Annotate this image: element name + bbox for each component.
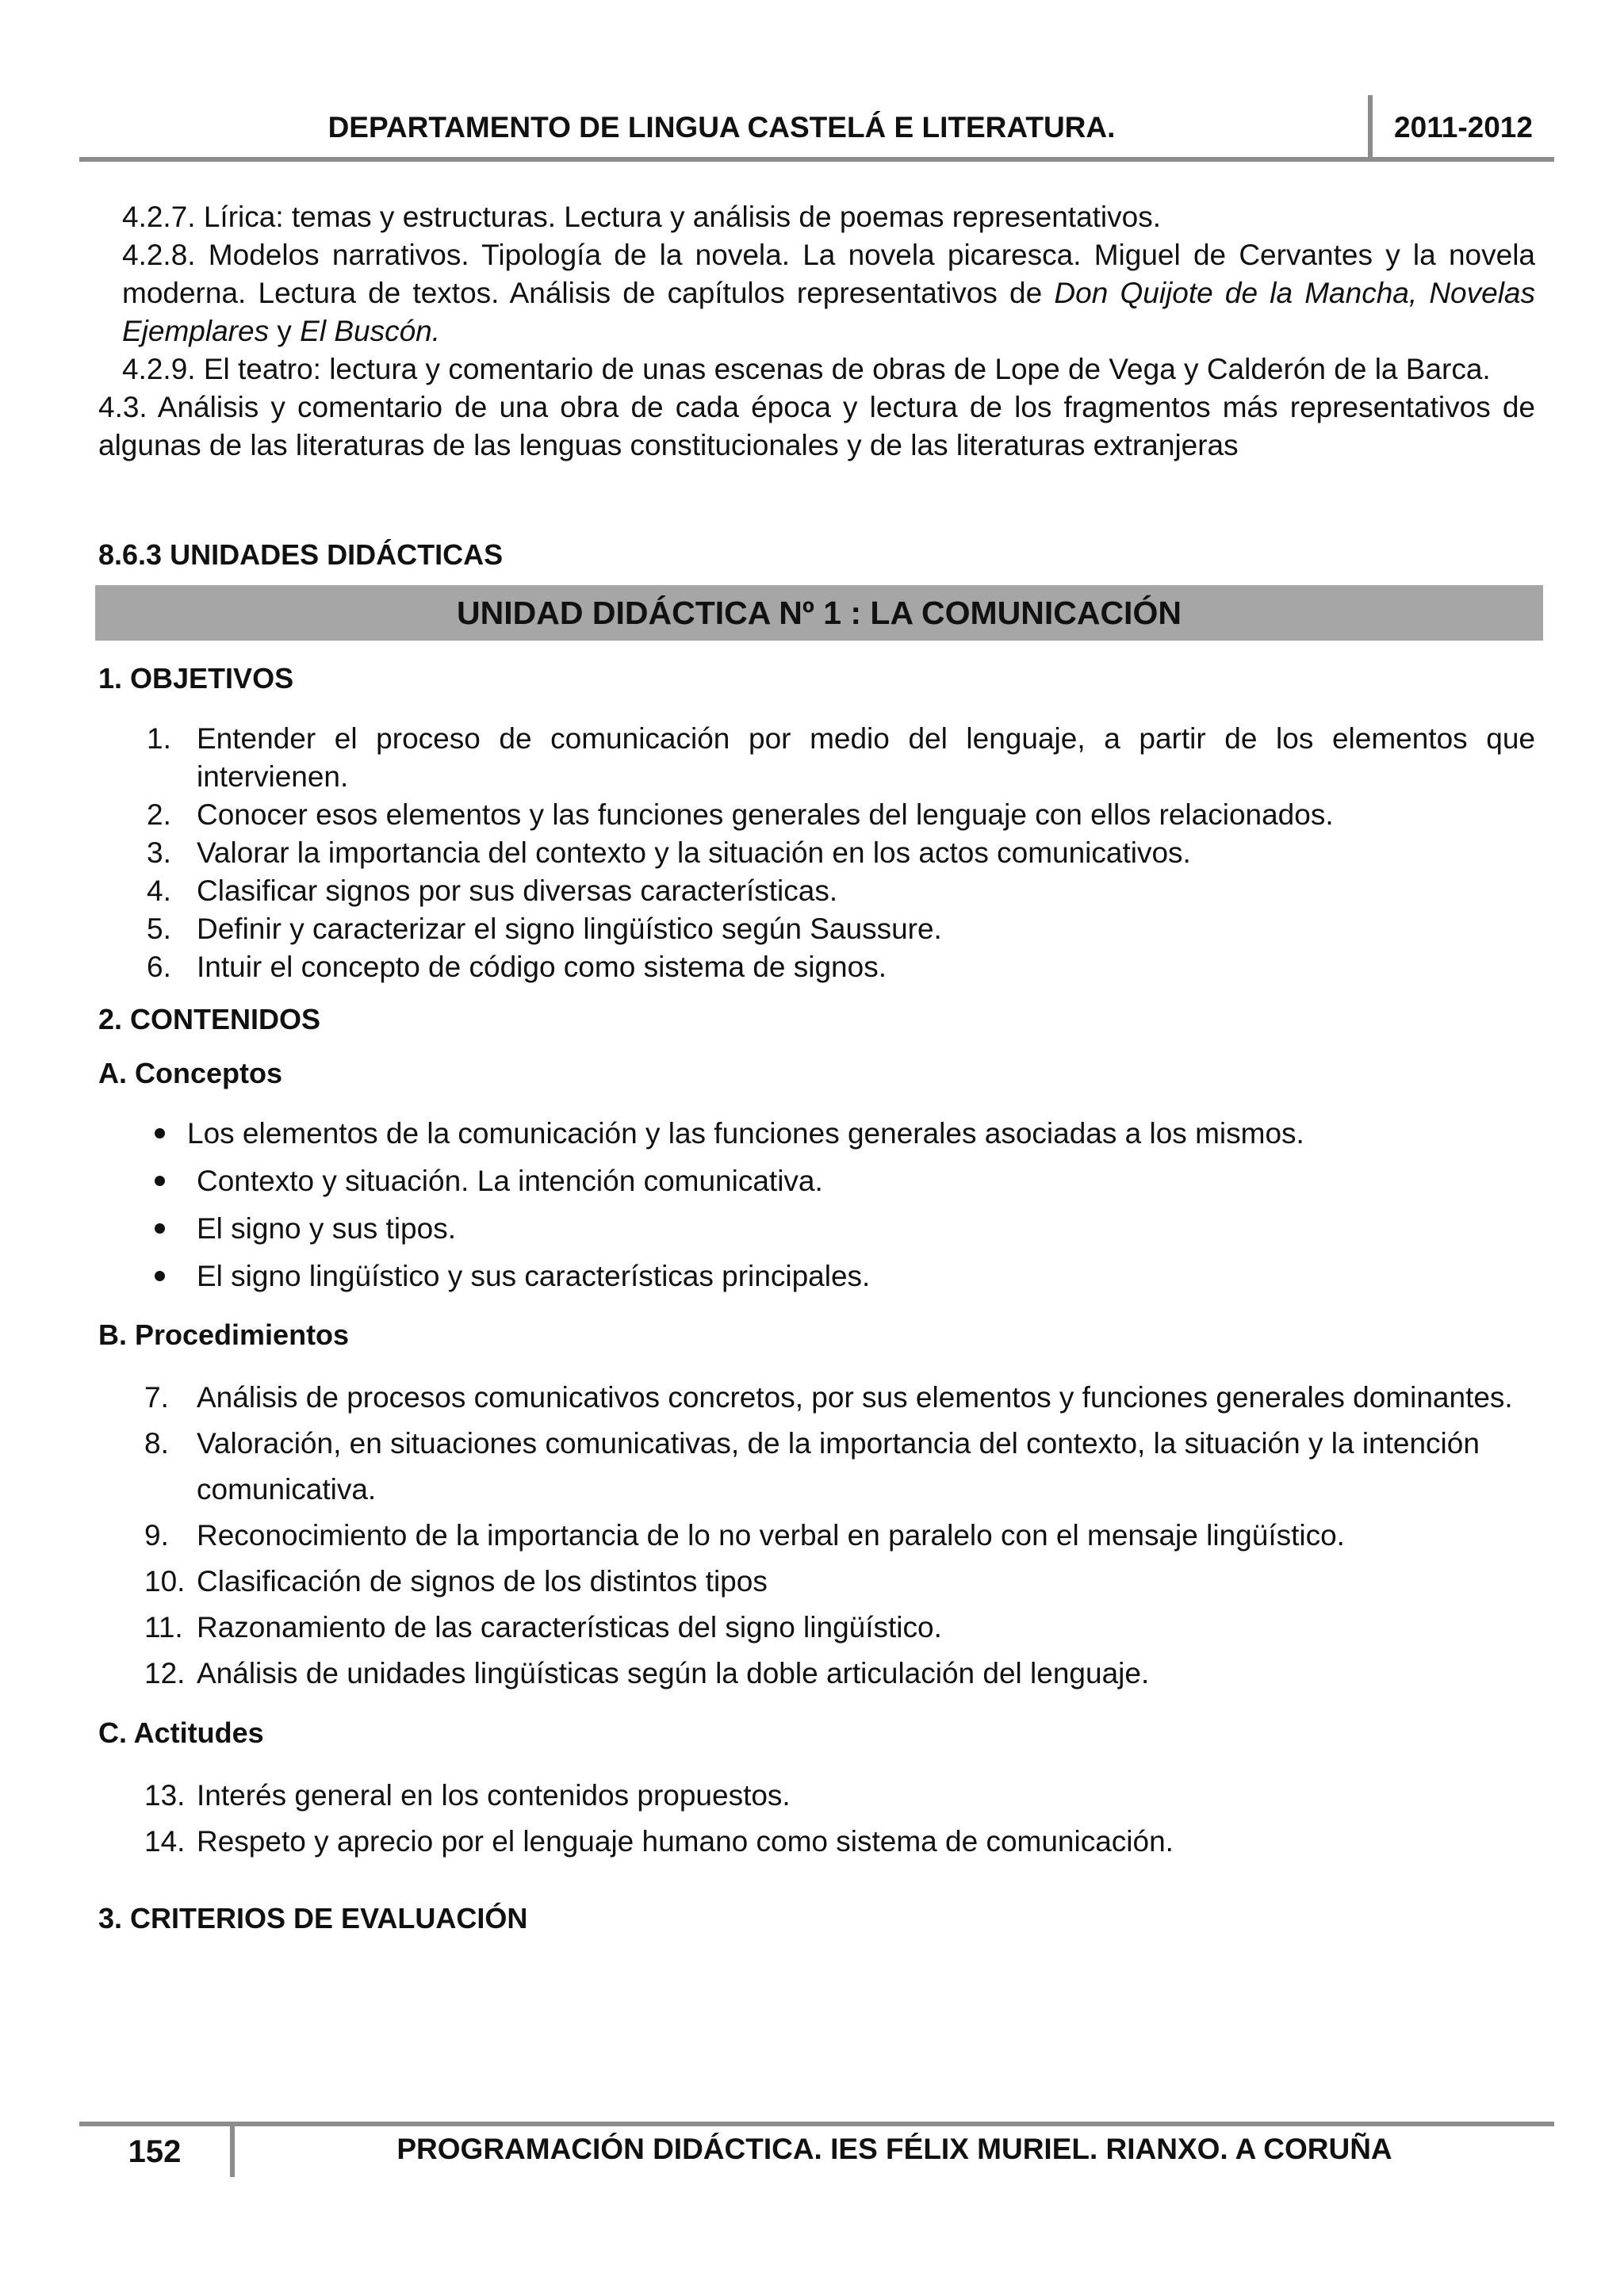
item-4-2-9: 4.2.9. El teatro: lectura y comentario de unas escenas de obras de Lope de Vega y Calderón de la Barca. [122,353,1491,385]
bullet-icon [155,1271,165,1281]
list-item [98,1375,1535,1421]
item-number: 2. [147,798,171,831]
bullet-icon [155,1128,165,1138]
unit-title-bar: UNIDAD DIDÁCTICA Nº 1 : LA COMUNICACIÓN [95,585,1543,641]
item-number: 12. [144,1657,186,1689]
section-title: 8.6.3 UNIDADES DIDÁCTICAS [98,538,504,571]
item-number: 3. [147,836,171,869]
item-number: 7. [144,1381,169,1414]
item-text: Reconocimiento de la importancia de lo no verbal en paralelo con el mensaje lingüístico. [197,1519,1345,1552]
bullet-icon [155,1176,165,1186]
item-text: Razonamiento de las características del signo lingüístico. [197,1611,942,1644]
page-header [79,95,1554,159]
item-text: Clasificación de signos de los distintos tipos [197,1565,768,1598]
item-text: Valorar la importancia del contexto y la situación en los actos comunicativos. [197,836,1191,869]
objetivos-heading: 1. OBJETIVOS [98,662,294,695]
item-number: 9. [144,1519,169,1552]
item-number: 6. [147,951,171,983]
criterios-heading: 3. CRITERIOS DE EVALUACIÓN [98,1902,528,1934]
list-item [98,1158,1535,1205]
item-4-2-7: 4.2.7. Lírica: temas y estructuras. Lectura y análisis de poemas representativos. [122,201,1162,233]
item-number: 4. [147,874,171,907]
bullet-icon [155,1223,165,1234]
conceptos-list [98,1110,1535,1300]
page-body [98,198,1535,1938]
objetivos-list [98,720,1535,986]
list-item [98,1253,1535,1300]
header-title: DEPARTAMENTO DE LINGUA CASTELÁ E LITERATURA. [327,111,1116,144]
item-text: Valoración, en situaciones comunicativas, de la importancia del contexto, la situación y la intención comunicativa. [197,1427,1480,1506]
list-item [98,1421,1535,1513]
list-item [98,834,1535,872]
footer-title: PROGRAMACIÓN DIDÁCTICA. IES FÉLIX MURIEL. RIANXO. A CORUÑA [396,2133,1392,2165]
actitudes-list [98,1773,1535,1865]
item-text: Contexto y situación. La intención comunicativa. [197,1165,823,1197]
list-item [98,1559,1535,1605]
item-number: 8. [144,1427,169,1460]
list-item [98,796,1535,834]
item-4-3: 4.3. Análisis y comentario de una obra de cada época y lectura de los fragmentos más representativos de algunas de las literaturas de las lenguas constitucionales y de las literaturas extranjeras [98,391,1535,461]
list-item [98,948,1535,986]
item-text: Interés general en los contenidos propuestos. [197,1779,791,1812]
list-item [98,1110,1535,1158]
list-item [98,1773,1535,1819]
item-number: 5. [147,913,171,945]
item-text: Conocer esos elementos y las funciones generales del lenguaje con ellos relacionados. [197,798,1334,831]
item-text: Intuir el concepto de código como sistema de signos. [197,951,887,983]
list-item [98,1651,1535,1697]
list-item [98,1819,1535,1865]
procedimientos-heading: B. Procedimientos [98,1318,350,1351]
item-text: Respeto y aprecio por el lenguaje humano como sistema de comunicación. [197,1825,1174,1858]
item-4-2-8-work: El Buscón. [300,315,441,347]
item-number: 1. [147,722,171,755]
item-text: Definir y caracterizar el signo lingüístico según Saussure. [197,913,942,945]
item-text: Los elementos de la comunicación y las funciones generales asociadas a los mismos. [187,1117,1304,1150]
header-year: 2011-2012 [1394,111,1533,144]
page-number: 152 [128,2134,182,2169]
item-4-2-8-works: Don Quijote de la Mancha, Novelas Ejemplares [122,277,1535,347]
list-item [98,910,1535,948]
item-text: Análisis de procesos comunicativos concretos, por sus elementos y funciones generales dominantes. [197,1381,1513,1414]
item-4-2-8-conjunction: y [269,315,301,347]
list-item [98,1205,1535,1253]
conceptos-heading: A. Conceptos [98,1057,283,1089]
header-rule [79,157,1554,162]
item-text: Clasificar signos por sus diversas características. [197,874,838,907]
item-text: Análisis de unidades lingüísticas según la doble articulación del lenguaje. [197,1657,1150,1689]
item-number: 14. [144,1825,186,1858]
item-4-2-8 [98,236,1535,350]
procedimientos-list [98,1375,1535,1697]
item-text: Entender el proceso de comunicación por medio del lenguaje, a partir de los elementos que intervienen. [197,722,1535,793]
list-item [98,720,1535,796]
list-item [98,1513,1535,1559]
item-4-2-8-text: 4.2.8. Modelos narrativos. Tipología de la novela. La novela picaresca. Miguel de Cervantes y la novela moderna. Lectura de textos. Análisis de capítulos representativos de [122,239,1535,309]
contenidos-heading: 2. CONTENIDOS [98,1003,321,1035]
item-number: 11. [144,1611,183,1644]
actitudes-heading: C. Actitudes [98,1716,264,1749]
list-item [98,1605,1535,1651]
item-number: 10. [144,1565,186,1598]
item-text: El signo y sus tipos. [197,1212,456,1245]
list-item [98,872,1535,910]
item-number: 13. [144,1779,186,1812]
footer-rule [79,2122,1554,2126]
item-text: El signo lingüístico y sus características principales. [197,1260,871,1292]
